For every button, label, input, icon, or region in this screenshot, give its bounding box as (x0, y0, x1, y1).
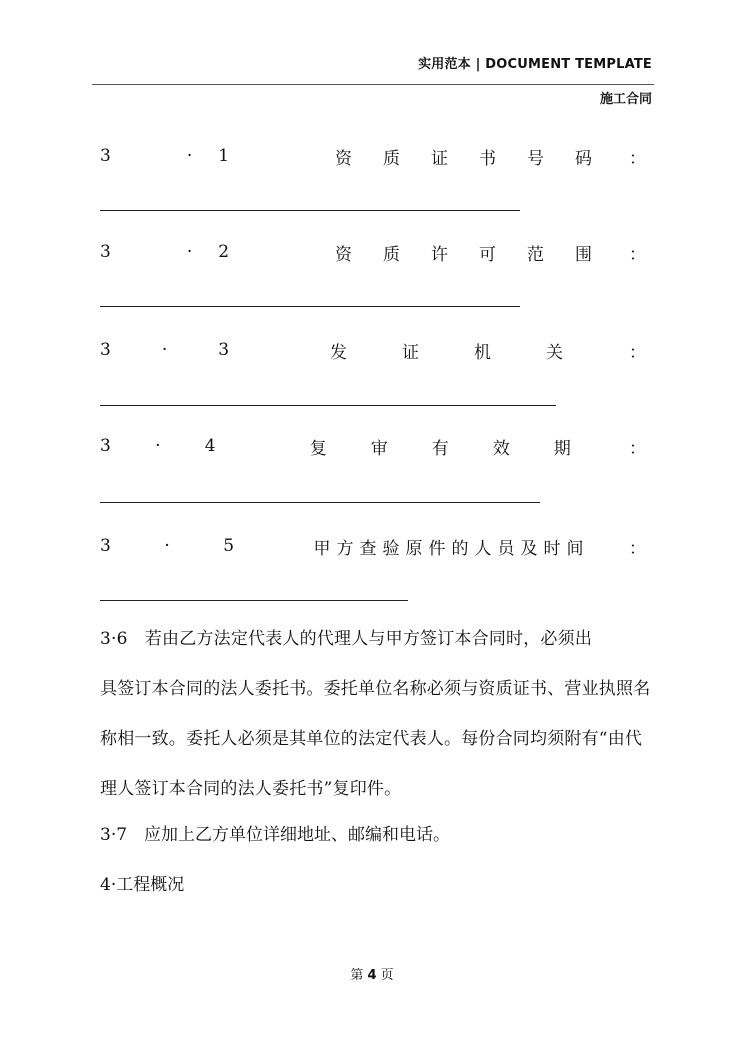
item-3-2 (100, 240, 646, 264)
footer-suffix: 页 (380, 968, 394, 983)
item-number: 3 (100, 242, 111, 262)
item-number: 3 (100, 436, 111, 456)
header-subtitle: 施工合同 (599, 92, 652, 107)
item-label: 资质证书号码 (335, 148, 624, 169)
item-dot: · (186, 242, 193, 262)
item-sub: 3 (218, 340, 230, 360)
item-label: 发证机关 (330, 342, 619, 363)
fill-in-blank[interactable] (100, 210, 520, 211)
item-3-1 (100, 144, 646, 168)
item-3-3 (100, 338, 646, 362)
header-divider (92, 84, 654, 85)
header-title: 实用范本 | DOCUMENT TEMPLATE (418, 57, 652, 72)
item-colon: ： (629, 438, 646, 459)
item-colon: ： (629, 148, 646, 169)
fill-in-blank[interactable] (100, 306, 520, 307)
item-3-4 (100, 434, 646, 458)
fill-in-blank[interactable] (100, 405, 556, 406)
section-heading-4: 4·工程概况 (100, 875, 185, 895)
item-sub: 1 (218, 146, 230, 166)
item-3-5 (100, 534, 646, 558)
item-sub: 5 (223, 536, 235, 556)
footer-prefix: 第 (350, 968, 364, 983)
page-footer (0, 964, 744, 983)
item-sub: 2 (218, 242, 230, 262)
item-dot: · (155, 436, 161, 456)
item-dot: · (164, 536, 170, 556)
item-colon: ： (629, 244, 646, 265)
item-dot: · (186, 146, 193, 166)
item-number: 3 (100, 536, 111, 556)
paragraph-3-7: 3·7 应加上乙方单位详细地址、邮编和电话。 (100, 825, 451, 845)
item-number: 3 (100, 146, 111, 166)
item-colon: ： (629, 342, 646, 363)
item-dot: · (161, 340, 168, 360)
item-colon: ： (629, 538, 646, 559)
item-label: 复审有效期 (309, 438, 615, 459)
page-number: 4 (367, 968, 377, 983)
item-number: 3 (100, 340, 111, 360)
item-label: 资质许可范围 (335, 244, 624, 265)
paragraph-3-6 (100, 614, 652, 814)
paragraph-3-6-line1: 3·6 若由乙方法定代表人的代理人与甲方签订本合同时，必须出 (100, 629, 593, 649)
item-label: 甲方查验原件的人员及时间 (313, 538, 590, 559)
paragraph-3-6-rest: 具签订本合同的法人委托书。委托单位名称必须与资质证书、营业执照名称相一致。委托人必须是其单位的法定代表人。每份合同均须附有“由代理人签订本合同的法人委托书”复印件。 (100, 679, 651, 799)
item-sub: 4 (204, 436, 216, 456)
fill-in-blank[interactable] (100, 502, 540, 503)
fill-in-blank[interactable] (100, 600, 408, 601)
